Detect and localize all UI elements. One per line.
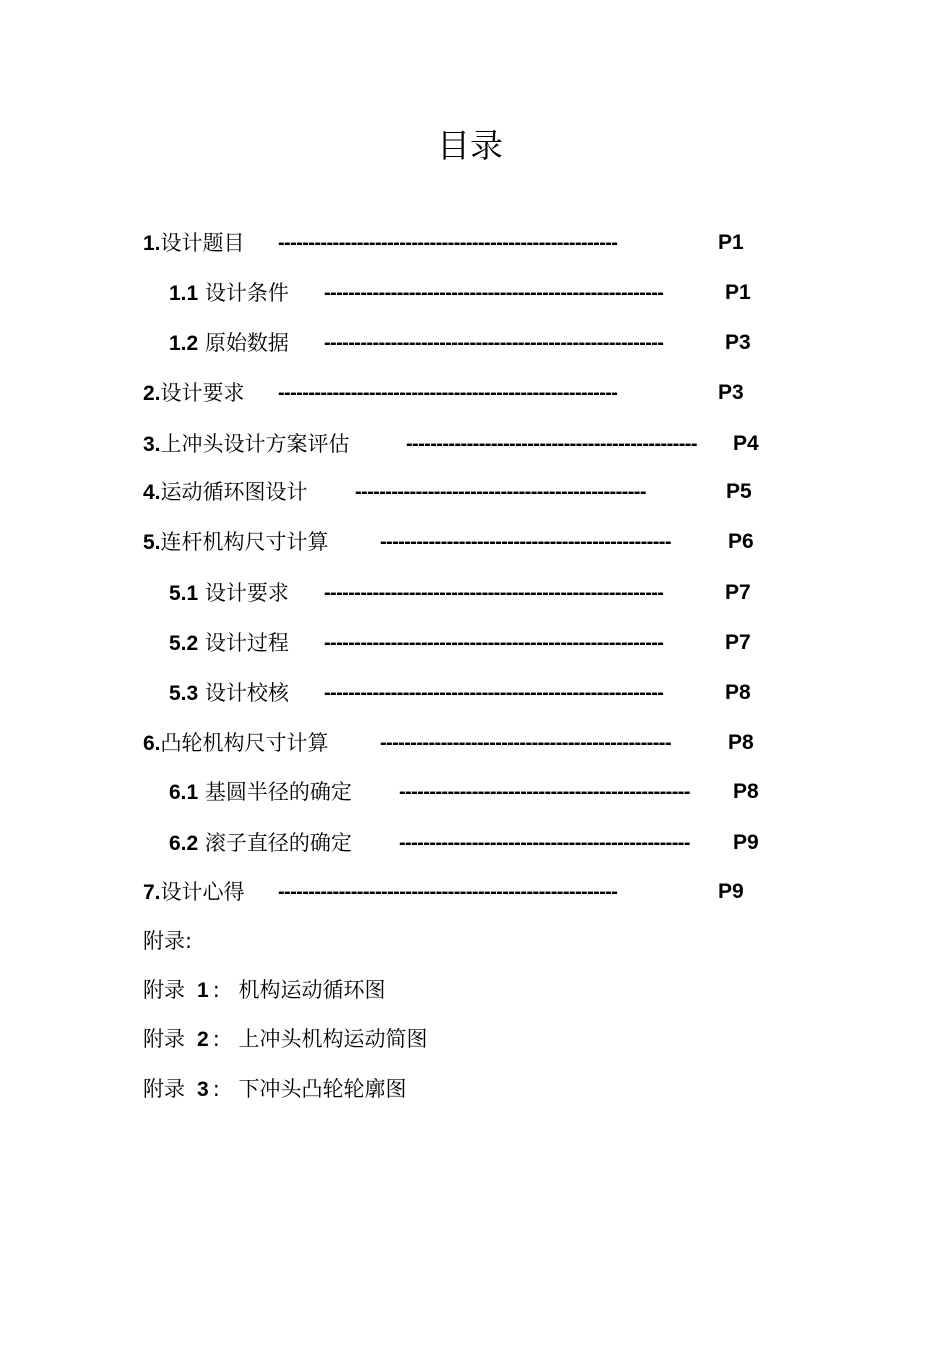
appendix-number: 2: [197, 1028, 209, 1051]
toc-page-number: P8: [733, 780, 759, 803]
appendix-text: 上冲头机构运动简图: [238, 1027, 428, 1051]
toc-number: 3.: [143, 433, 161, 456]
appendix-text: 机构运动循环图: [238, 978, 386, 1002]
dot-leader: ------------------------------------------------: [406, 433, 697, 455]
toc-entry-6-2[interactable]: [169, 828, 759, 858]
toc-number: 6.1: [169, 781, 199, 804]
appendix-separator: :: [212, 1027, 220, 1051]
toc-label: 设计要求: [160, 381, 245, 405]
toc-label: 设计条件: [198, 281, 289, 305]
dot-leader: --------------------------------------------------------: [324, 632, 664, 654]
toc-label: 上冲头设计方案评估: [160, 432, 350, 456]
toc-page-number: P3: [718, 381, 744, 404]
toc-number: 2.: [143, 382, 161, 405]
toc-label: 设计要求: [198, 581, 289, 605]
toc-entry-3[interactable]: [143, 429, 759, 459]
toc-entry-4[interactable]: [143, 477, 752, 507]
toc-entry-1[interactable]: [143, 228, 744, 258]
toc-entry-5-2[interactable]: [169, 628, 751, 658]
toc-number: 6.2: [169, 832, 199, 855]
toc-label: 连杆机构尺寸计算: [160, 530, 329, 554]
toc-entry-5-1[interactable]: [169, 578, 751, 608]
page-title: 目录: [437, 126, 503, 165]
dot-leader: ------------------------------------------------: [380, 732, 671, 754]
toc-label: 设计题目: [160, 231, 245, 255]
toc-label: 凸轮机构尺寸计算: [160, 731, 329, 755]
toc-label: 设计过程: [198, 631, 289, 655]
appendix-item-3[interactable]: [143, 1074, 406, 1104]
toc-entry-1-1[interactable]: [169, 278, 751, 308]
appendix-prefix: 附录: [143, 978, 185, 1002]
toc-label: 滚子直径的确定: [198, 831, 352, 855]
dot-leader: --------------------------------------------------------: [324, 332, 664, 354]
dot-leader: ------------------------------------------------: [380, 531, 671, 553]
toc-number: 6.: [143, 732, 161, 755]
appendix-prefix: 附录: [143, 1027, 185, 1051]
toc-page-number: P7: [725, 581, 751, 604]
toc-page-number: P7: [725, 631, 751, 654]
toc-label: 设计心得: [160, 880, 245, 904]
toc-page-number: P1: [725, 281, 751, 304]
toc-entry-1-2[interactable]: [169, 328, 751, 358]
appendix-separator: :: [212, 978, 220, 1002]
toc-number: 5.1: [169, 582, 199, 605]
toc-page-number: P8: [728, 731, 754, 754]
toc-entry-2[interactable]: [143, 378, 744, 408]
toc-number: 1.2: [169, 332, 199, 355]
toc-number: 5.: [143, 531, 161, 554]
toc-page-number: P5: [726, 480, 752, 503]
dot-leader: --------------------------------------------------------: [324, 682, 664, 704]
toc-entry-6-1[interactable]: [169, 777, 759, 807]
toc-page-number: P8: [725, 681, 751, 704]
toc-number: 5.3: [169, 682, 199, 705]
dot-leader: --------------------------------------------------------: [278, 382, 618, 404]
toc-entry-5[interactable]: [143, 527, 754, 557]
toc-label: 设计校核: [198, 681, 289, 705]
appendix-number: 1: [197, 979, 209, 1002]
appendix-item-2[interactable]: [143, 1024, 427, 1054]
dot-leader: ------------------------------------------------: [399, 832, 690, 854]
toc-label: 基圆半径的确定: [198, 780, 352, 804]
toc-page-number: P6: [728, 530, 754, 553]
toc-label: 原始数据: [198, 331, 289, 355]
dot-leader: ------------------------------------------------: [355, 481, 646, 503]
toc-number: 5.2: [169, 632, 199, 655]
toc-entry-7[interactable]: [143, 877, 744, 907]
toc-entry-6[interactable]: [143, 728, 754, 758]
toc-page-number: P4: [733, 432, 759, 455]
appendix-prefix: 附录: [143, 1077, 185, 1101]
appendix-text: 下冲头凸轮轮廓图: [238, 1077, 407, 1101]
dot-leader: --------------------------------------------------------: [278, 881, 618, 903]
toc-number: 1.1: [169, 282, 199, 305]
dot-leader: --------------------------------------------------------: [324, 582, 664, 604]
dot-leader: ------------------------------------------------: [399, 781, 690, 803]
toc-label: 运动循环图设计: [160, 480, 308, 504]
toc-page-number: P9: [718, 880, 744, 903]
appendix-heading: 附录:: [143, 929, 193, 953]
appendix-number: 3: [197, 1078, 209, 1101]
toc-page-number: P9: [733, 831, 759, 854]
dot-leader: --------------------------------------------------------: [278, 232, 618, 254]
appendix-separator: :: [212, 1077, 220, 1101]
toc-number: 1.: [143, 232, 161, 255]
dot-leader: --------------------------------------------------------: [324, 282, 664, 304]
toc-page-number: P3: [725, 331, 751, 354]
toc-number: 4.: [143, 481, 161, 504]
toc-page-number: P1: [718, 231, 744, 254]
toc-entry-5-3[interactable]: [169, 678, 751, 708]
toc-number: 7.: [143, 881, 161, 904]
appendix-item-1[interactable]: [143, 975, 385, 1005]
